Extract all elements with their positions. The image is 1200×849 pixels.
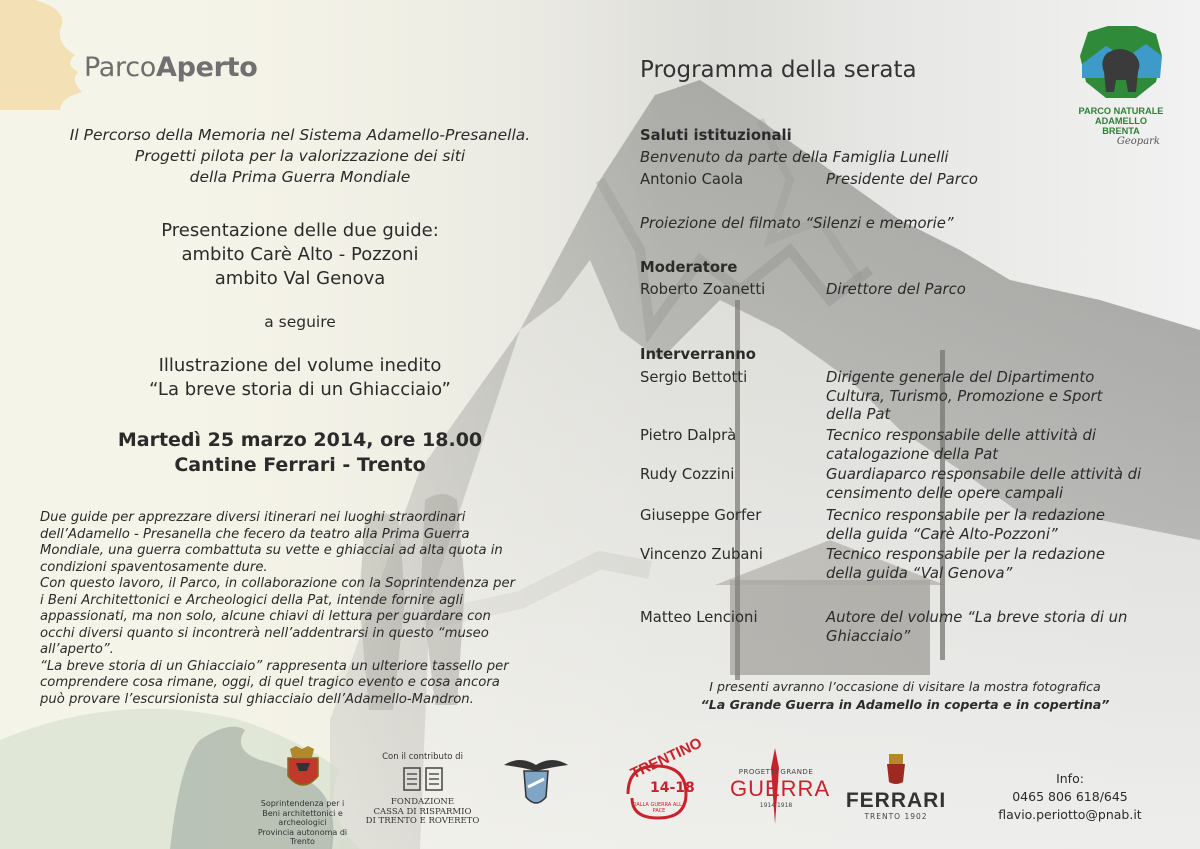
person-role: Direttore del Parco <box>826 281 966 298</box>
note-line: I presenti avranno l’occasione di visitare la mostra fotografica <box>709 679 1101 694</box>
role-line: censimento delle opere campali <box>826 484 1064 502</box>
illustration-line: Illustrazione del volume inedito <box>158 355 442 376</box>
ferrari-logo <box>840 752 952 821</box>
cassa-line: DI TRENTO E ROVERETO <box>365 816 480 826</box>
description-line: occhi diversi quanto si incontrerà nell’addentrarsi in questo “museo <box>40 625 489 641</box>
speaker-row <box>640 369 1200 425</box>
person-role: Presidente del Parco <box>826 171 978 188</box>
grande-guerra-logo <box>730 748 831 824</box>
fondazione-logo <box>360 752 485 827</box>
intro-line: della Prima Guerra Mondiale <box>189 168 411 186</box>
description-line: Mondiale, una guerra combattuta su vette e ghiacciai ad alta quota in <box>40 543 503 558</box>
contributo-label: Con il contributo di <box>382 752 463 762</box>
speaker-row <box>640 546 1200 584</box>
speaker-role <box>826 466 1176 503</box>
description-line: dell’Adamello - Presanella che fecero da teatro alla Prima Guerra <box>40 526 470 542</box>
coat-of-arms-icon <box>250 745 355 795</box>
speaker-role <box>826 609 1176 646</box>
speaker-row <box>640 427 1200 465</box>
event-datetime-block <box>30 428 570 478</box>
logo-part1: Parco <box>84 52 156 83</box>
trentino-small: DALLA GUERRA ALLA PACE <box>632 802 686 814</box>
role-line: catalogazione della Pat <box>826 445 999 463</box>
ferrari-sub: TRENTO 1902 <box>864 812 928 821</box>
speaker-name: Matteo Lencioni <box>640 609 758 626</box>
description-line: i Beni Architettonici e Archeologici della Pat, intende fornire agli <box>40 592 463 608</box>
role-line: Tecnico responsabile per la redazione <box>826 507 1105 524</box>
description-line: Con questo lavoro, il Parco, in collaborazione con la Soprintendenza per <box>40 576 515 591</box>
description-line: all’aperto”. <box>40 642 114 657</box>
description-line: “La breve storia di un Ghiacciaio” rappresenta un ulteriore tassello per <box>40 658 509 674</box>
welcome-line: Benvenuto da parte della Famiglia Lunelli <box>640 149 949 166</box>
intro-line: Progetti pilota per la valorizzazione dei siti <box>134 147 466 165</box>
bear-emblem-icon <box>1076 22 1166 102</box>
description-line: comprendere cosa rimane, oggi, di quel tragico evento e cosa ancora <box>40 675 500 690</box>
film-line: Proiezione del filmato “Silenzi e memorie” <box>640 215 954 232</box>
cassa-line: CASSA DI RISPARMIO <box>373 806 472 817</box>
park-logo-line2: ADAMELLO BRENTA <box>1094 116 1148 136</box>
soprintendenza-logo <box>250 745 355 847</box>
speaker-row <box>640 466 1200 504</box>
info-label: Info: <box>1056 771 1084 786</box>
speaker-role <box>826 369 1176 425</box>
trentino-years: 14-18 <box>650 780 695 796</box>
role-line: Dirigente generale del Dipartimento <box>826 369 1095 386</box>
presentation-line: ambito Val Genova <box>214 268 386 289</box>
description-line: può provare l’escursionista sul ghiacciaio dell’Adamello-Mandron. <box>40 691 474 707</box>
role-line: Guardiaparco responsabile delle attività di <box>826 466 1142 483</box>
trentino-text: TRENTINO <box>627 734 705 783</box>
role-line: della Pat <box>826 406 891 423</box>
grande-guerra-main: GUERRA <box>730 776 831 801</box>
speaker-role <box>826 507 1176 544</box>
program-row <box>640 281 1200 301</box>
grande-guerra-years: 1914 1918 <box>759 802 793 809</box>
trentino-1418-logo <box>620 734 705 828</box>
presentation-block <box>30 219 570 291</box>
description-block <box>40 510 570 708</box>
speaker-role <box>826 546 1176 583</box>
role-line: Tecnico responsabile delle attività di <box>826 427 1096 444</box>
info-block <box>985 770 1155 824</box>
park-logo-line3: Geopark <box>1116 136 1160 147</box>
speaker-name: Vincenzo Zubani <box>640 546 763 563</box>
moderator-heading: Moderatore <box>640 259 738 276</box>
event-date: Martedì 25 marzo 2014, ore 18.00 <box>117 429 483 451</box>
ferrari-main: FERRARI <box>845 789 947 812</box>
park-logo-line1: PARCO NATURALE <box>1078 106 1164 116</box>
role-line: Autore del volume “La breve storia di un <box>826 609 1128 626</box>
speaker-name: Pietro Dalprà <box>640 427 737 444</box>
parcoaperto-logo <box>84 52 258 83</box>
speaker-row <box>640 507 1200 545</box>
presentation-line: Presentazione delle due guide: <box>161 220 439 241</box>
speakers-heading: Interverranno <box>640 346 756 363</box>
info-email[interactable]: flavio.periotto@pnab.it <box>998 807 1142 822</box>
person-name: Roberto Zoanetti <box>640 281 766 298</box>
sopr-line: Beni architettonici e archeologici <box>262 808 343 827</box>
park-logo <box>1076 22 1166 147</box>
info-phone: 0465 806 618/645 <box>1012 789 1128 804</box>
illustration-block <box>30 354 570 402</box>
follow-text: a seguire <box>264 313 336 331</box>
role-line: Cultura, Turismo, Promozione e Sport <box>826 387 1103 405</box>
event-place: Cantine Ferrari - Trento <box>174 454 426 476</box>
fondazione-emblem-icon <box>398 766 448 794</box>
description-line: condizioni spaventosamente dure. <box>40 559 268 575</box>
exhibition-title: “La Grande Guerra in Adamello in coperta e in copertina” <box>700 697 1110 712</box>
program-title: Programma della serata <box>640 57 917 83</box>
description-line: appassionati, ma non solo, alcune chiavi di lettura per guardare con <box>40 609 491 624</box>
speaker-name: Sergio Bettotti <box>640 369 748 386</box>
role-line: della guida “Val Genova” <box>826 564 1013 582</box>
logo-part2: Aperto <box>156 52 258 83</box>
cassa-line: FONDAZIONE <box>390 797 455 807</box>
role-line: Ghiacciaio” <box>826 627 911 645</box>
speaker-name: Giuseppe Gorfer <box>640 507 762 524</box>
person-name: Antonio Caola <box>640 171 744 188</box>
exhibition-note <box>600 678 1200 714</box>
intro-block <box>30 125 570 188</box>
role-line: della guida “Carè Alto-Pozzoni” <box>826 525 1058 543</box>
intro-line: Il Percorso della Memoria nel Sistema Adamello-Presanella. <box>69 126 531 144</box>
sopr-line: Soprintendenza per i <box>260 799 345 808</box>
speaker-name: Rudy Cozzini <box>640 466 735 483</box>
grande-guerra-top: PROGETTI GRANDE <box>738 768 814 776</box>
sopr-line: Provincia autonoma di Trento <box>257 827 348 846</box>
speaker-row <box>640 609 1200 647</box>
alpine-club-logo <box>500 753 572 813</box>
program-row <box>640 171 1200 191</box>
greetings-heading: Saluti istituzionali <box>640 127 792 144</box>
ferrari-crest-icon <box>883 752 909 786</box>
illustration-line: “La breve storia di un Ghiacciaio” <box>149 379 451 400</box>
role-line: Tecnico responsabile per la redazione <box>826 546 1105 563</box>
speaker-role <box>826 427 1176 464</box>
description-line: Due guide per apprezzare diversi itinerari nei luoghi straordinari <box>40 510 466 525</box>
presentation-line: ambito Carè Alto - Pozzoni <box>181 244 419 265</box>
